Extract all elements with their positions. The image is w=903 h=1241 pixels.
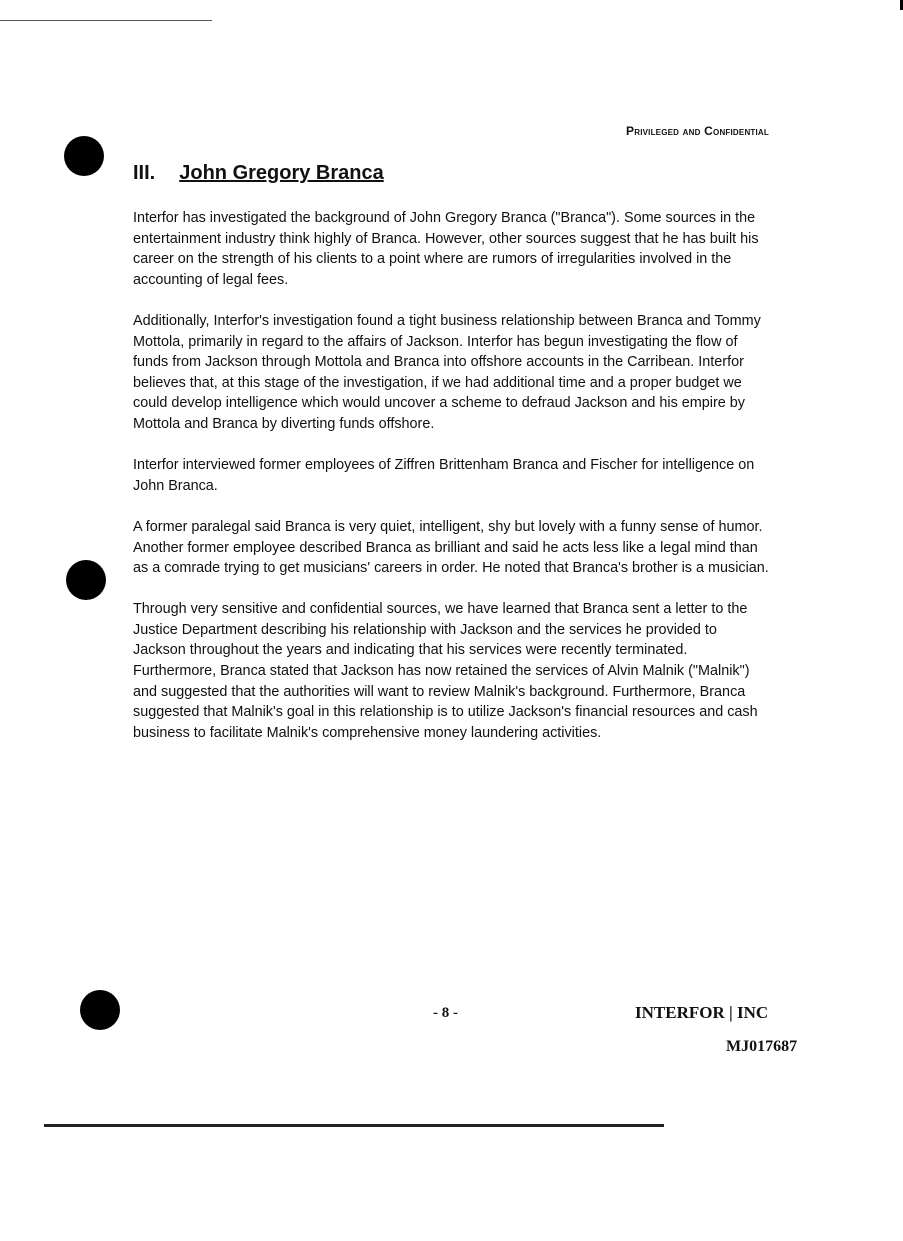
- punch-hole-top: [64, 136, 104, 176]
- section-number: III.: [133, 162, 156, 184]
- interfor-logo: INTERFOR | INC: [635, 1003, 769, 1022]
- paragraph-character: A former paralegal said Branca is very quiet, intelligent, shy but lovely with a funny sense of humor. Another former employee described Branca as brilliant and said he acts less like a legal mind than as a comrade trying to get musicians' careers in order. He noted that Branca's brother is a musician.: [133, 518, 769, 577]
- privileged-confidential-label: Privileged and Confidential: [626, 124, 769, 138]
- section-heading: [133, 162, 384, 185]
- paragraph-relationship: Additionally, Interfor's investigation found a tight business relationship between Branca and Tommy Mottola, primarily in regard to the affairs of Jackson. Interfor has begun investigating the flow of funds from Jackson through Mottola and Branca into offshore accounts in the Carribean. Interfor believes that, at this stage of the investigation, if we had additional time and a proper budget we could develop intelligence which would uncover a scheme to defraud Jackson and his empire by Mottola and Branca by diverting funds offshore.: [133, 312, 761, 432]
- punch-hole-middle: [66, 560, 106, 600]
- paragraph-interviews: Interfor interviewed former employees of Ziffren Brittenham Branca and Fischer for intelligence on John Branca.: [133, 457, 755, 494]
- section-title: John Gregory Branca: [179, 162, 384, 184]
- bates-number: MJ017687: [726, 1038, 798, 1055]
- punch-hole-bottom: [80, 990, 120, 1030]
- document-body: [133, 208, 773, 764]
- scan-edge-top: [0, 20, 212, 21]
- page-number: - 8 -: [433, 1005, 458, 1021]
- paragraph-background: Interfor has investigated the background of John Gregory Branca ("Branca"). Some sources in the entertainment industry think highly of Branca. However, other sources suggest that he has built his career on the strength of his clients to a point where are rumors of irregularities involved in the accounting of legal fees.: [133, 210, 759, 288]
- paragraph-letter: Through very sensitive and confidential sources, we have learned that Branca sent a letter to the Justice Department describing his relationship with Jackson and the services he provided to Jackson throughout the years and indicating that his services were recently terminated. Furthermore, Branca stated that Jackson has now retained the services of Alvin Malnik ("Malnik") and suggested that the authorities will want to review Malnik's background. Furthermore, Branca suggested that Malnik's goal in this relationship is to utilize Jackson's financial resources and cash business to facilitate Malnik's comprehensive money laundering activities.: [133, 601, 758, 741]
- scan-edge-bottom: [44, 1124, 664, 1127]
